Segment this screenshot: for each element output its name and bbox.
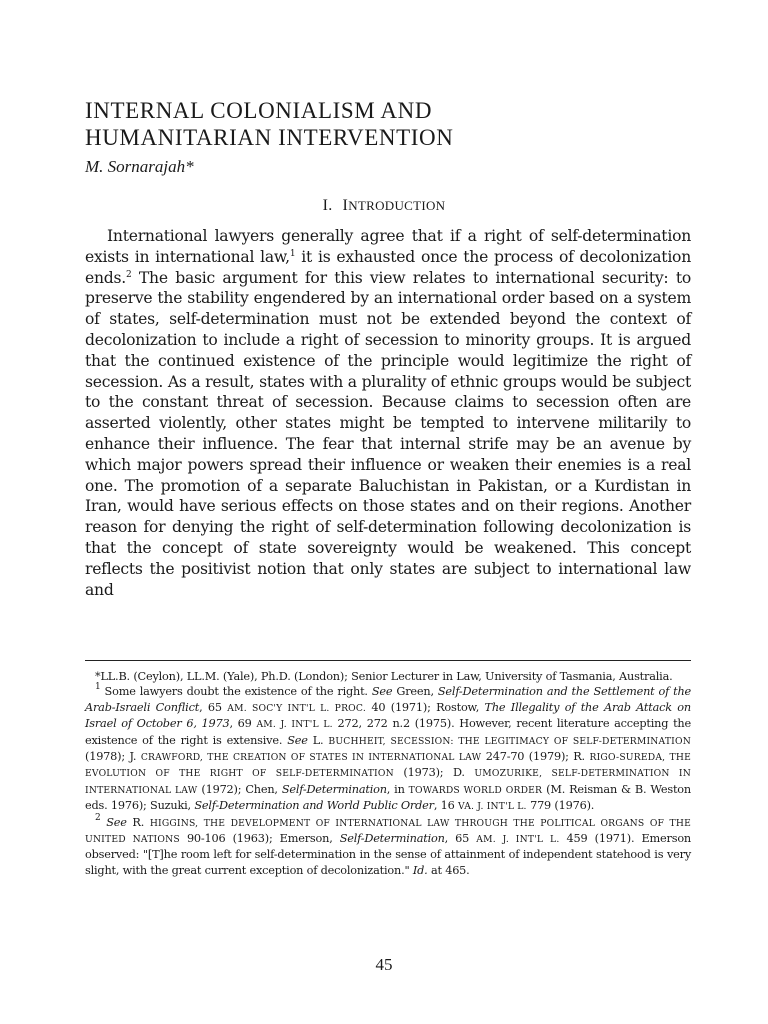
- title-line-2: HUMANITARIAN INTERVENTION: [85, 125, 454, 150]
- body-text-1: International lawyers generally agree that if a right of self-determination exists in international law,: [85, 227, 691, 266]
- author-name: M. Sornarajah*: [85, 157, 194, 176]
- footnote-ref-1: 1: [289, 248, 296, 259]
- footnote-text: , 69: [229, 717, 257, 731]
- signal-see: See: [106, 815, 127, 829]
- footnote-text: , 65: [444, 832, 477, 846]
- footnote-text: , 16: [433, 799, 459, 813]
- cited-article-title: Self-Determination: [281, 782, 387, 796]
- footnote-text: (1973); D.: [393, 766, 475, 780]
- footnote-divider: [85, 660, 691, 661]
- page-number: 45: [375, 955, 393, 974]
- footnote-text: 459 (1971). Emerson observed: "[T]he room left for self-determination in the sense of attainment of independent statehood is very slight, with the great current exception of decolonization.": [85, 832, 691, 877]
- section-number: I.: [322, 197, 333, 214]
- section-title-rest: NTRODUCTION: [348, 198, 446, 213]
- signal-see: See: [287, 733, 308, 747]
- cited-journal: AM. SOC'Y INT'L L. PROC.: [227, 702, 366, 714]
- footnote-text: 247-70 (1979); R.: [481, 750, 590, 764]
- footnote-text: 40 (1971); Rostow,: [365, 700, 485, 714]
- footnote-text: , 65: [199, 700, 228, 714]
- signal-id: Id.: [412, 863, 428, 877]
- cited-book: BUCHHEIT, SECESSION: THE LEGITIMACY OF SELF-DETERMINATION: [328, 735, 691, 747]
- body-paragraph: [85, 226, 691, 600]
- cited-journal: VA. J. INT'L L.: [458, 801, 527, 813]
- cited-article-title: The Illegality of the Arab Attack on Israel of October 6, 1973: [85, 700, 691, 731]
- section-heading: [0, 197, 768, 215]
- article-title: [85, 97, 705, 151]
- cited-journal: AM. J. INT'L L.: [256, 719, 333, 731]
- footnote-text: R.: [126, 815, 150, 829]
- footnote-text: 90-106 (1963); Emerson,: [179, 832, 340, 846]
- footnote-1-mark: 1: [95, 682, 101, 693]
- footnote-text: Green,: [392, 685, 438, 699]
- footnote-text: L.: [307, 733, 329, 747]
- title-line-1: INTERNAL COLONIALISM AND: [85, 98, 433, 123]
- cited-book: CRAWFORD, THE CREATION OF STATES IN INTERNATIONAL LAW: [140, 752, 482, 764]
- cited-book: TOWARDS WORLD ORDER: [408, 784, 543, 796]
- footnotes: [85, 669, 691, 878]
- footnote-author: *LL.B. (Ceylon), LL.M. (Yale), Ph.D. (London); Senior Lecturer in Law, University of Tasmania, Australia.: [95, 670, 673, 683]
- body-text-3: The basic argument for this view relates to international security: to preserve the stability engendered by an international order based on a system of states, self-determination must not be extended beyond the context of decolonization to include a right of secession to minority groups. It is argued that the continued existence of the principle would legitimize the right of secession. As a result, states with a plurality of ethnic groups would be subject to the constant threat of secession. Because claims to secession often are asserted violently, other states might be tempted to intervene militarily to enhance their influence. The fear that internal strife may be an avenue by which major powers spread their influence or weaken their enemies is a real one. The promotion of a separate Baluchistan in Pakistan, or a Kurdistan in Iran, would have serious effects on those states and on their regions. Another reason for denying the right of self-determination following decolonization is that the concept of state sovereignty would be weakened. This concept reflects the positivist notion that only states are subject to international law and: [85, 268, 691, 599]
- cited-article-title: Self-Determination and World Public Order: [194, 799, 434, 813]
- body-text-2: it is exhausted once the process of decolonization ends.: [85, 247, 691, 287]
- footnote-text: , in: [386, 782, 409, 796]
- footnote-text: 272, 272 n.2 (1975). However, recent literature accepting the existence of the right is extensive.: [85, 717, 691, 747]
- section-title-initial: I: [342, 197, 349, 214]
- footnote-1: [85, 684, 691, 814]
- cited-article-title: Self-Determination: [339, 832, 445, 846]
- footnote-text: 779 (1976).: [526, 799, 595, 813]
- footnote-2-mark: 2: [95, 812, 101, 823]
- footnote-ref-2: 2: [125, 269, 132, 280]
- footnote-text: at 465.: [427, 863, 470, 877]
- footnote-text: (1978); J.: [85, 750, 141, 764]
- footnote-text: (M. Reisman & B. Weston eds. 1976); Suzuki,: [85, 782, 691, 813]
- cited-book: UMOZURIKE, SELF-DETERMINATION IN INTERNATIONAL LAW: [85, 768, 691, 796]
- cited-journal: AM. J. INT'L L.: [476, 834, 560, 846]
- footnote-2: [85, 812, 691, 879]
- cited-book: HIGGINS, THE DEVELOPMENT OF INTERNATIONAL LAW THROUGH THE POLITICAL ORGANS OF THE UNITED NATIONS: [85, 817, 691, 846]
- signal-see: See: [371, 685, 393, 699]
- footnote-text: Some lawyers doubt the existence of the right.: [100, 685, 372, 699]
- cited-book: RIGO-SUREDA, THE EVOLUTION OF THE RIGHT OF SELF-DETERMINATION: [85, 752, 691, 780]
- footnote-text: (1972); Chen,: [197, 782, 282, 796]
- cited-article-title: Self-Determination and the Settlement of the Arab-Israeli Conflict: [85, 685, 692, 714]
